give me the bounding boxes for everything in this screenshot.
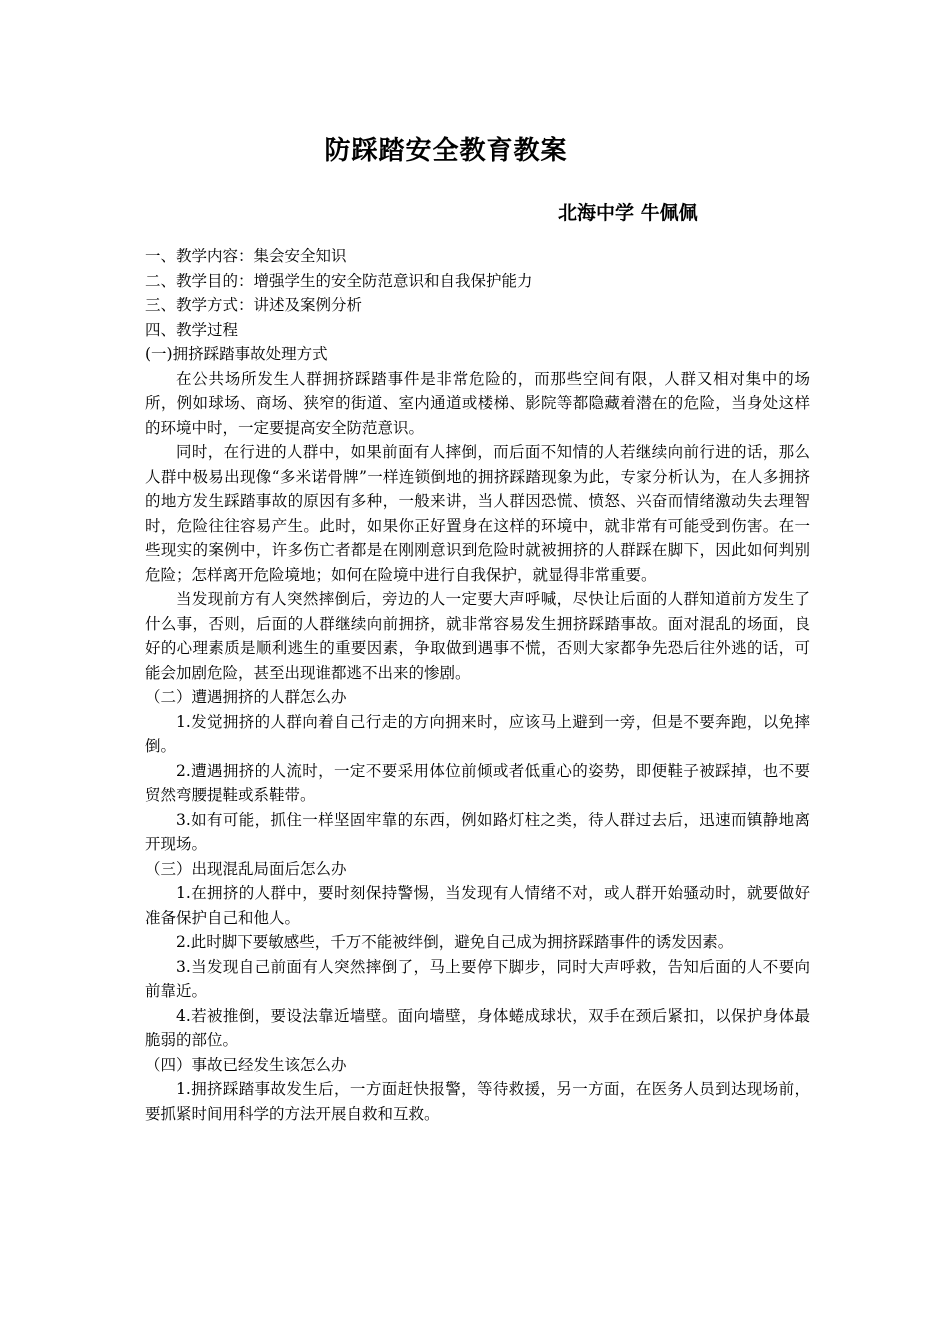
paragraph: 3.如有可能，抓住一样坚固牢靠的东西，例如路灯柱之类，待人群过去后，迅速而镇静地离开现场。	[145, 810, 810, 853]
paragraph: 2.此时脚下要敏感些，千万不能被绊倒，避免自己成为拥挤踩踏事件的诱发因素。	[176, 933, 734, 951]
paragraph: 当发现前方有人突然摔倒后，旁边的人一定要大声呼喊，尽快让后面的人群知道前方发生了什么事，否则，后面的人群继续向前拥挤，就非常容易发生拥挤踩踏事故。面对混乱的场面，良好的心理素质是顺利逃生的重要因素，争取做到遇事不慌，否则大家都争先恐后往外逃的话，可能会加剧危险，甚至出现谁都逃不出来的惨剧。	[145, 590, 810, 682]
paragraph: 同时，在行进的人群中，如果前面有人摔倒，而后面不知情的人若继续向前行进的话，那么人群中极易出现像“多米诺骨牌”一样连锁倒地的拥挤踩踏现象为此，专家分析认为，在人多拥挤的地方发生踩踏事故的原因有多种，一般来讲，当人群因恐慌、愤怒、兴奋而情绪激动失去理智时，危险往往容易产生。此时，如果你正好置身在这样的环境中，就非常有可能受到伤害。在一些现实的案例中，许多伤亡者都是在刚刚意识到危险时就被拥挤的人群踩在脚下，因此如何判别危险；怎样离开危险境地；如何在险境中进行自我保护，就显得非常重要。	[145, 443, 810, 584]
paragraph: 2.遭遇拥挤的人流时，一定不要采用体位前倾或者低重心的姿势，即便鞋子被踩掉，也不要贸然弯腰提鞋或系鞋带。	[145, 761, 810, 804]
paragraph: 4.若被推倒，要设法靠近墙壁。面向墙壁，身体蜷成球状，双手在颈后紧扣，以保护身体最脆弱的部位。	[145, 1006, 810, 1049]
paragraph: 在公共场所发生人群拥挤踩踏事件是非常危险的，而那些空间有限，人群又相对集中的场所，例如球场、商场、狭窄的街道、室内通道或楼梯、影院等都隐藏着潜在的危险，当身处这样的环境中时，一定要提高安全防范意识。	[145, 369, 810, 437]
outline-item-method: 三、教学方式：讲述及案例分析	[145, 296, 363, 314]
section-heading: (一)拥挤踩踏事故处理方式	[145, 345, 328, 363]
outline-item-purpose: 二、教学目的：增强学生的安全防范意识和自我保护能力	[145, 271, 533, 290]
paragraph: 1.拥挤踩踏事故发生后，一方面赶快报警，等待救援，另一方面，在医务人员到达现场前，要抓紧时间用科学的方法开展自救和互救。	[145, 1080, 810, 1123]
section-heading: （四）事故已经发生该怎么办	[145, 1055, 347, 1074]
section-heading: （二）遭遇拥挤的人群怎么办	[145, 688, 347, 706]
document-title: 防踩踏安全教育教案	[324, 136, 568, 166]
outline-item-content: 一、教学内容：集会安全知识	[145, 247, 347, 265]
author-line: 北海中学 牛佩佩	[558, 202, 698, 224]
document-body	[145, 244, 810, 1126]
paragraph: 3.当发现自己前面有人突然摔倒了，马上要停下脚步，同时大声呼救，告知后面的人不要向前靠近。	[145, 957, 810, 1000]
paragraph: 1.在拥挤的人群中，要时刻保持警惕，当发现有人情绪不对，或人群开始骚动时，就要做好准备保护自己和他人。	[145, 884, 810, 927]
outline-item-process: 四、教学过程	[145, 320, 239, 339]
paragraph: 1.发觉拥挤的人群向着自己行走的方向拥来时，应该马上避到一旁，但是不要奔跑，以免摔倒。	[145, 712, 810, 755]
section-heading: （三）出现混乱局面后怎么办	[145, 859, 347, 878]
